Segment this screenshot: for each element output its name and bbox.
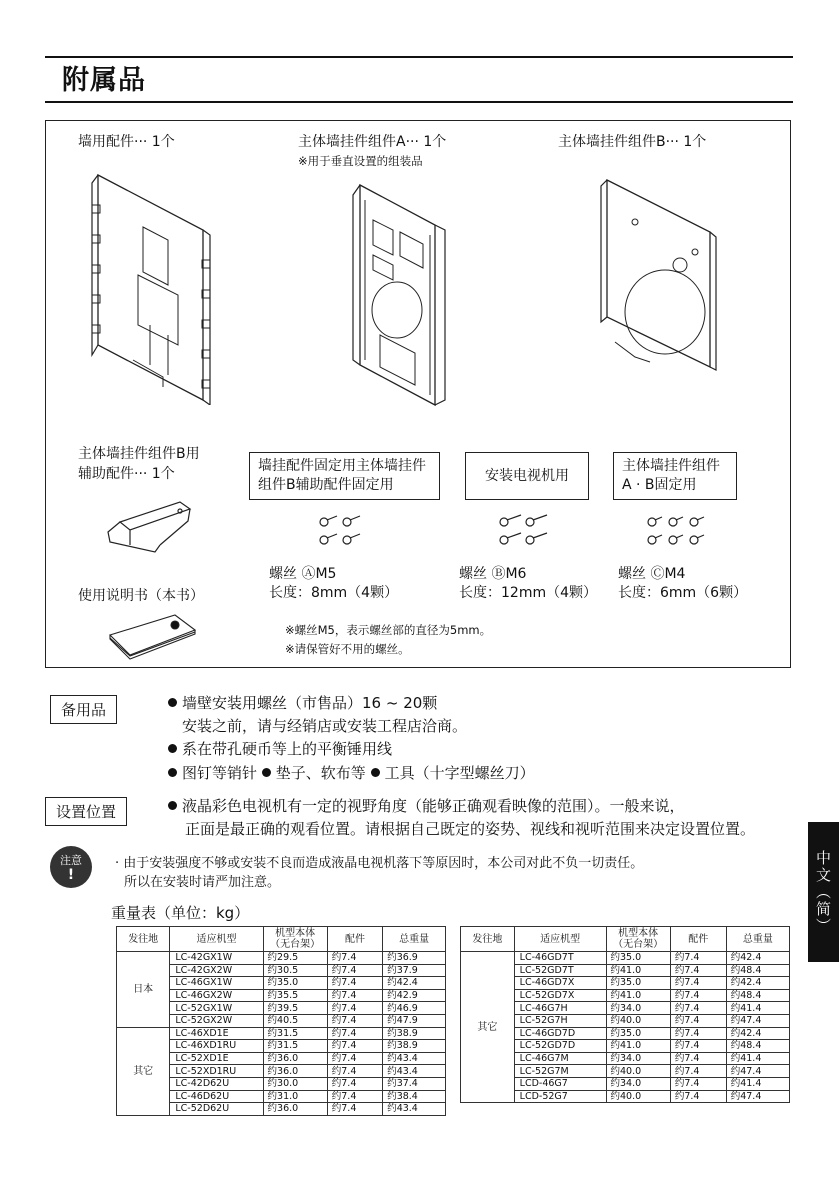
model-cell: LC-52GX1W xyxy=(170,1002,263,1015)
spares-line-1: 墙壁安装用螺丝（市售品）16 ~ 20颗 xyxy=(168,692,437,713)
aux-fitting-label-1: 主体墙挂件组件B用 xyxy=(78,446,200,462)
screw-a-length: 长度：8mm（4颗） xyxy=(269,585,399,601)
spares-tag: 备用品 xyxy=(50,695,117,724)
screw-c-icon xyxy=(645,514,715,550)
weight-cell: 约48.4 xyxy=(726,1040,789,1053)
weight-cell: 约7.4 xyxy=(327,1090,382,1103)
weight-cell: 约7.4 xyxy=(327,1014,382,1027)
manual-illustration xyxy=(105,610,200,660)
title-rule-top xyxy=(45,56,793,58)
weight-cell: 约42.9 xyxy=(383,989,446,1002)
weight-cell: 约34.0 xyxy=(606,1052,670,1065)
weight-cell: 约37.9 xyxy=(383,964,446,977)
weight-cell: 约7.4 xyxy=(670,1027,726,1040)
screw-a-purpose-line1: 墙挂配件固定用主体墙挂件 xyxy=(258,458,426,474)
model-cell: LC-52GD7T xyxy=(514,964,606,977)
spares-line-3: 系在带孔硬币等上的平衡锤用线 xyxy=(168,738,392,759)
weight-cell: 约31.5 xyxy=(263,1040,327,1053)
caution-line-2: 所以在安装时请严加注意。 xyxy=(124,875,281,890)
table-header-cell: 适应机型 xyxy=(514,927,606,952)
model-cell: LC-46XD1E xyxy=(170,1027,263,1040)
manual-label: 使用说明书（本书） xyxy=(78,588,204,604)
weight-cell: 约48.4 xyxy=(726,989,789,1002)
weight-cell: 约48.4 xyxy=(726,964,789,977)
weight-cell: 约35.0 xyxy=(606,952,670,965)
title-rule-bottom xyxy=(45,101,793,103)
screw-c-purpose-line1: 主体墙挂件组件 xyxy=(622,458,720,474)
model-cell: LC-46G7H xyxy=(514,1002,606,1015)
weight-cell: 约7.4 xyxy=(327,1077,382,1090)
weight-cell: 约7.4 xyxy=(327,1052,382,1065)
weight-cell: 约7.4 xyxy=(670,1090,726,1103)
screw-b-length: 长度：12mm（4颗） xyxy=(459,585,597,601)
screw-a-icon xyxy=(317,514,367,550)
screw-b-purpose-box xyxy=(465,452,589,500)
region-cell: 日本 xyxy=(117,952,170,1028)
table-row xyxy=(461,952,790,965)
screw-b-name: 螺丝 ⒷM6 xyxy=(459,566,527,582)
model-cell: LC-46D62U xyxy=(170,1090,263,1103)
weight-cell: 约41.4 xyxy=(726,1052,789,1065)
table-header-cell: 总重量 xyxy=(383,927,446,952)
screw-a-purpose-line2: 组件B辅助配件固定用 xyxy=(258,477,394,493)
caution-line-1: · 由于安装强度不够或安装不良而造成液晶电视机落下等原因时，本公司对此不负一切责任。 xyxy=(115,856,644,871)
screw-note-2: ※请保管好不用的螺丝。 xyxy=(285,642,410,656)
weight-cell: 约7.4 xyxy=(670,977,726,990)
screw-b-purpose-text: 安装电视机用 xyxy=(485,467,569,484)
table-row xyxy=(117,952,446,965)
weight-cell: 约31.5 xyxy=(263,1027,327,1040)
weight-cell: 约36.0 xyxy=(263,1052,327,1065)
page-title: 附属品 xyxy=(62,65,146,96)
placement-tag: 设置位置 xyxy=(45,797,127,826)
weight-cell: 约40.0 xyxy=(606,1065,670,1078)
weight-cell: 约41.0 xyxy=(606,964,670,977)
weight-cell: 约7.4 xyxy=(670,989,726,1002)
screw-c-name: 螺丝 ⒸM4 xyxy=(618,566,686,582)
weight-cell: 约41.4 xyxy=(726,1002,789,1015)
model-cell: LC-52XD1E xyxy=(170,1052,263,1065)
model-cell: LC-52G7H xyxy=(514,1014,606,1027)
weight-cell: 约7.4 xyxy=(670,1052,726,1065)
weight-cell: 约36.9 xyxy=(383,952,446,965)
model-cell: LC-52D62U xyxy=(170,1103,263,1116)
wall-fitting-illustration xyxy=(88,165,218,405)
weight-cell: 约7.4 xyxy=(327,1002,382,1015)
table-header-cell: 发往地 xyxy=(461,927,515,952)
weight-cell: 约30.5 xyxy=(263,964,327,977)
screw-c-length: 长度：6mm（6颗） xyxy=(618,585,748,601)
table-header-row xyxy=(461,927,790,952)
weight-cell: 约36.0 xyxy=(263,1065,327,1078)
caution-badge xyxy=(50,846,92,888)
weight-cell: 约35.0 xyxy=(606,1027,670,1040)
model-cell: LC-46GX1W xyxy=(170,977,263,990)
wall-fitting-label: 墙用配件··· 1个 xyxy=(78,134,175,150)
model-cell: LC-46XD1RU xyxy=(170,1040,263,1053)
screw-c-purpose-box xyxy=(613,452,737,500)
bracket-b-illustration xyxy=(595,172,725,372)
weight-cell: 约36.0 xyxy=(263,1103,327,1116)
screw-a-name: 螺丝 ⒶM5 xyxy=(269,566,337,582)
weight-cell: 约7.4 xyxy=(670,1002,726,1015)
screw-c-purpose-line2: A · B固定用 xyxy=(622,477,697,493)
weight-cell: 约42.4 xyxy=(383,977,446,990)
weight-cell: 约37.4 xyxy=(383,1077,446,1090)
model-cell: LC-46GD7T xyxy=(514,952,606,965)
weight-table-left xyxy=(116,926,446,1116)
table-header-cell: 适应机型 xyxy=(170,927,263,952)
weight-cell: 约41.4 xyxy=(726,1077,789,1090)
screw-b-icon xyxy=(497,514,552,550)
placement-line-2: 正面是最正确的观看位置。请根据自己既定的姿势、视线和视听范围来决定设置位置。 xyxy=(185,820,756,838)
weight-cell: 约7.4 xyxy=(327,1065,382,1078)
weight-cell: 约34.0 xyxy=(606,1077,670,1090)
model-cell: LC-46G7M xyxy=(514,1052,606,1065)
weight-cell: 约7.4 xyxy=(327,989,382,1002)
weight-cell: 约40.5 xyxy=(263,1014,327,1027)
weight-cell: 约47.4 xyxy=(726,1090,789,1103)
weight-cell: 约7.4 xyxy=(327,964,382,977)
model-cell: LC-52GD7D xyxy=(514,1040,606,1053)
weight-cell: 约29.5 xyxy=(263,952,327,965)
weight-cell: 约38.4 xyxy=(383,1090,446,1103)
weight-cell: 约30.0 xyxy=(263,1077,327,1090)
weight-cell: 约34.0 xyxy=(606,1002,670,1015)
bullet-icon xyxy=(168,744,177,753)
model-cell: LC-42GX1W xyxy=(170,952,263,965)
weight-cell: 约7.4 xyxy=(670,1065,726,1078)
region-cell: 其它 xyxy=(117,1027,170,1115)
model-cell: LC-46GD7D xyxy=(514,1027,606,1040)
weight-cell: 约40.0 xyxy=(606,1090,670,1103)
weight-cell: 约42.4 xyxy=(726,952,789,965)
weight-cell: 约42.4 xyxy=(726,977,789,990)
table-header-cell: 发往地 xyxy=(117,927,170,952)
bullet-icon xyxy=(371,768,380,777)
model-cell: LC-52XD1RU xyxy=(170,1065,263,1078)
screw-a-purpose-box xyxy=(249,452,440,500)
weight-cell: 约35.5 xyxy=(263,989,327,1002)
weight-cell: 约35.0 xyxy=(606,977,670,990)
weight-cell: 约7.4 xyxy=(670,952,726,965)
weight-cell: 约7.4 xyxy=(670,1014,726,1027)
spares-line-2: 安装之前，请与经销店或安装工程店洽商。 xyxy=(182,717,468,735)
region-cell: 其它 xyxy=(461,952,515,1103)
model-cell: LC-46GX2W xyxy=(170,989,263,1002)
model-cell: LC-52GX2W xyxy=(170,1014,263,1027)
weight-cell: 约43.4 xyxy=(383,1103,446,1116)
weight-cell: 约38.9 xyxy=(383,1040,446,1053)
bracket-a-label: 主体墙挂件组件A··· 1个 xyxy=(298,134,447,150)
weight-cell: 约7.4 xyxy=(670,1077,726,1090)
placement-line-1: 液晶彩色电视机有一定的视野角度（能够正确观看映像的范围）。一般来说， xyxy=(168,795,685,816)
weight-cell: 约47.4 xyxy=(726,1014,789,1027)
bracket-a-illustration xyxy=(345,160,460,410)
model-cell: LC-42D62U xyxy=(170,1077,263,1090)
language-side-tab: 中文（简） xyxy=(808,822,839,962)
weight-cell: 约41.0 xyxy=(606,1040,670,1053)
weight-cell: 约43.4 xyxy=(383,1052,446,1065)
weight-cell: 约40.0 xyxy=(606,1014,670,1027)
weight-cell: 约35.0 xyxy=(263,977,327,990)
table-header-cell: 机型本体 （无台架） xyxy=(263,927,327,952)
weight-cell: 约7.4 xyxy=(327,977,382,990)
model-cell: LC-52G7M xyxy=(514,1065,606,1078)
weight-cell: 约7.4 xyxy=(327,952,382,965)
weight-cell: 约7.4 xyxy=(327,1040,382,1053)
weight-cell: 约39.5 xyxy=(263,1002,327,1015)
weight-cell: 约43.4 xyxy=(383,1065,446,1078)
table-header-cell: 机型本体 （无台架） xyxy=(606,927,670,952)
bullet-icon xyxy=(168,768,177,777)
bracket-a-note: ※用于垂直设置的组装品 xyxy=(298,154,423,168)
weight-cell: 约38.9 xyxy=(383,1027,446,1040)
model-cell: LCD-46G7 xyxy=(514,1077,606,1090)
table-header-row xyxy=(117,927,446,952)
weight-cell: 约7.4 xyxy=(670,1040,726,1053)
weight-table-title: 重量表（单位：kg） xyxy=(111,904,250,922)
model-cell: LC-42GX2W xyxy=(170,964,263,977)
model-cell: LCD-52G7 xyxy=(514,1090,606,1103)
spares-line-4: 图钉等销针 垫子、软布等 工具（十字型螺丝刀） xyxy=(168,762,535,783)
weight-cell: 约46.9 xyxy=(383,1002,446,1015)
aux-fitting-illustration xyxy=(100,497,195,557)
weight-cell: 约7.4 xyxy=(670,964,726,977)
weight-cell: 约47.9 xyxy=(383,1014,446,1027)
weight-cell: 约42.4 xyxy=(726,1027,789,1040)
table-row xyxy=(117,1027,446,1040)
model-cell: LC-52GD7X xyxy=(514,989,606,1002)
weight-cell: 约47.4 xyxy=(726,1065,789,1078)
bullet-icon xyxy=(168,801,177,810)
weight-cell: 约41.0 xyxy=(606,989,670,1002)
caution-label: 注意 xyxy=(60,854,82,867)
weight-cell: 约7.4 xyxy=(327,1027,382,1040)
screw-note-1: ※螺丝M5，表示螺丝部的直径为5mm。 xyxy=(285,623,492,637)
weight-table-right xyxy=(460,926,790,1103)
table-header-cell: 配件 xyxy=(670,927,726,952)
bullet-icon xyxy=(168,698,177,707)
weight-cell: 约31.0 xyxy=(263,1090,327,1103)
model-cell: LC-46GD7X xyxy=(514,977,606,990)
table-header-cell: 总重量 xyxy=(726,927,789,952)
exclamation-icon: ! xyxy=(67,867,75,883)
table-header-cell: 配件 xyxy=(327,927,382,952)
bracket-b-label: 主体墙挂件组件B··· 1个 xyxy=(558,134,707,150)
weight-cell: 约7.4 xyxy=(327,1103,382,1116)
bullet-icon xyxy=(262,768,271,777)
aux-fitting-label-2: 辅助配件··· 1个 xyxy=(78,466,175,482)
